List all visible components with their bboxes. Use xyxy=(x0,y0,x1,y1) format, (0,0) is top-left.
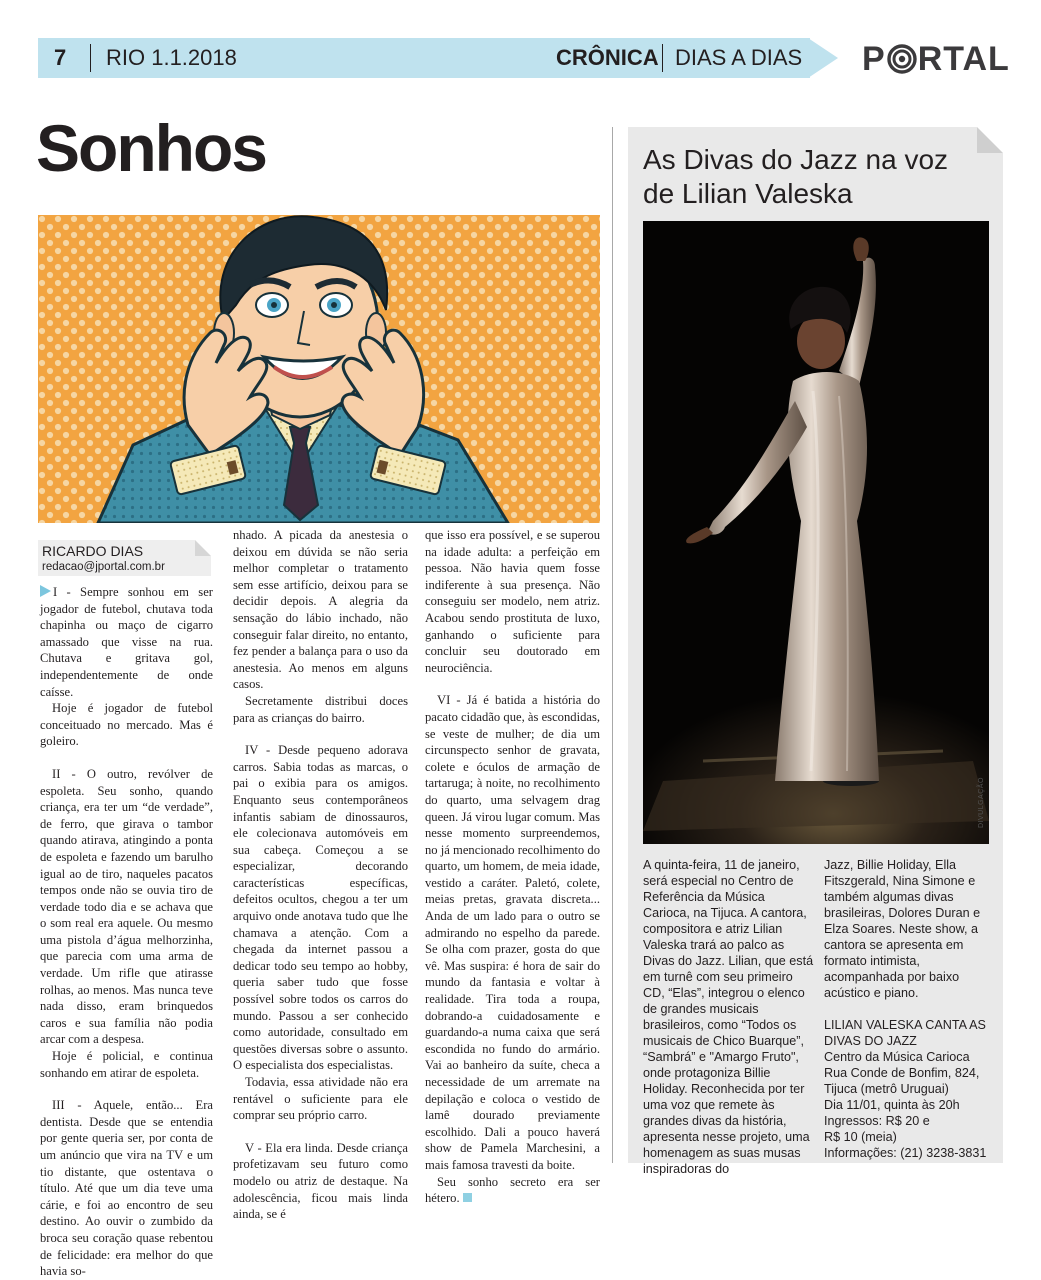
event-tickets-full: Ingressos: R$ 20 e xyxy=(824,1114,930,1128)
event-venue: Centro da Música Carioca xyxy=(824,1050,970,1064)
article-illustration xyxy=(38,215,600,523)
paragraph xyxy=(425,1174,600,1207)
header-divider xyxy=(662,44,663,72)
sidebar-title: As Divas do Jazz na voz de Lilian Valeska xyxy=(643,144,949,209)
portal-logo[interactable] xyxy=(862,38,1010,80)
article-column-1 xyxy=(40,584,213,1280)
event-neighborhood: Tijuca (metrô Uruguai) xyxy=(824,1082,949,1096)
paragraph: Todavia, essa atividade não era rentável o suficiente para ele comprar seu próprio carro. xyxy=(233,1075,408,1123)
paragraph: que isso era possível, e se superou na idade adulta: a perfeição em pessoa. Não havia quem fosse indiferente à sua presença. Não conseguiu ser modelo, nem atriz. Acabou sendo prostituta de luxo, ganhando o suficiente para concluir seu doutorado em neurociência. xyxy=(425,528,600,675)
byline-corner-fold xyxy=(195,540,211,556)
paragraph: VI - Já é batida a história do pacato cidadão que, às escondidas, se veste de mulher; de dia um circunspecto senhor de gravata, colete e óculos de armação de tartaruga; à noite, no recolhimento do quarto, uma selvagem drag queen. Já virou lugar comum. Mas nesse momento surpreendemos, no já mencionado recolhimento do quarto, um homem, de meia idade, vestido a caráter. Paletó, colete, meias pretas, gravata discreta... Anda de um lado para o outro se admirando no espelho da parede. Se olha com prazer, gosta do que vê. Mas suspira: é hora de sair do mundo da fantasia e voltar à realidade. Tira toda a roupa, dobrando-a cuidadosamente e guardando-a numa caixa que será escondida no fundo do armário. Vai ao banheiro da suíte, checa a necessidade de um arremate na depilação e coloca o vestido de lamê dourado previamente escolhido. Dali a pouco haverá show de Pamela Marchesini, a mais famosa travesti da boite. xyxy=(425,693,600,1172)
paragraph: nhado. A picada da anestesia o deixou em dúvida se não seria melhor completar o tratamento sem esse artifício, deixou para se decidir depois. A alegria da sensação do lábio inchado, não conseguir falar direito, no entanto, fez pender a balança para o uso da anestesia. Ao menos em alguns casos. xyxy=(233,528,408,692)
paragraph: Hoje é jogador de futebol conceituado no mercado. Mas é goleiro. xyxy=(40,701,213,749)
header-divider xyxy=(90,44,91,72)
edition-date: RIO 1.1.2018 xyxy=(106,45,237,70)
end-of-article-mark xyxy=(463,1193,472,1202)
author-name: RICARDO DIAS xyxy=(42,543,144,559)
singer-on-stage-image xyxy=(643,221,989,844)
column-divider xyxy=(612,127,613,1163)
section-subtitle: DIAS A DIAS xyxy=(675,45,803,70)
event-tickets-half: R$ 10 (meia) xyxy=(824,1130,897,1144)
sidebar-column-2 xyxy=(824,857,992,1161)
paragraph: V - Ela era linda. Desde criança profetizavam seu futuro como modelo ou atriz de destaque. Na adolescência, ficou mais linda ainda, se é xyxy=(233,1140,408,1222)
paragraph: Secretamente distribui doces para as crianças do bairro. xyxy=(233,693,408,725)
photo-credit: DIVULGAÇÃO xyxy=(978,777,985,828)
singer-photo xyxy=(643,221,989,844)
sidebar-column-1 xyxy=(643,857,815,1177)
triangle-bullet-icon xyxy=(40,585,51,597)
event-name: LILIAN VALESKA CANTA AS DIVAS DO JAZZ xyxy=(824,1018,986,1048)
paragraph: III - Aquele, então... Era dentista. Desde que se entendia por gente queria ser, por conta de um anúncio que vira na TV e um tio distante, que ostentava o título. Até que um dia teve uma cárie, e foi ao encontro de seu destino. Ao ouvir o zumbido da broca seu coração quase rebentou de felicidade: era melhor do que havia so- xyxy=(40,1098,213,1279)
sidebar-corner-fold xyxy=(977,127,1003,153)
paragraph-text: I - Sempre sonhou em ser jogador de futebol, chutava toda chapinha ou maço de cigarro amassado que visse na rua. Chutava e gritava gol, independentemente de onde caísse. xyxy=(40,585,213,699)
paragraph: II - O outro, revólver de espoleta. Seu sonho, quando criança, era ter um “de verdade”, de ferro, que girava o tambor quando atirava, atingindo a ponta de espoleta e fazendo um barulho igual ao de tiro, naqueles pacatos tempos onde não se ouvia tiro de verdade todo dia e se achava que o som real era aquele. Ou mesmo uma pistola d’água melhorzinha, que parecia com uma arma de verdade. Um rifle que atirasse rolhas, ao menos. Mas nunca teve nada disso, eram brinquedos caros e sua família não podia arcar com a despesa. xyxy=(40,766,213,1047)
logo-letter-p: P xyxy=(862,40,886,78)
logo-swirl-icon xyxy=(887,44,917,74)
paragraph: Hoje é policial, e continua sonhando em atirar de espoleta. xyxy=(40,1049,213,1080)
sidebar-paragraph: Jazz, Billie Holiday, Ella Fitszgerald, Nina Simone e também algumas divas brasileiras, Dolores Duran e Elza Soares. Neste show, a cantora se apresenta em formato intimista, acompanhada por baixo acústico e piano. xyxy=(824,858,981,1000)
article-title: Sonhos xyxy=(36,111,266,185)
section-name: CRÔNICA xyxy=(556,45,659,70)
closing-line: Seu sonho secreto era ser hétero. xyxy=(425,1174,600,1206)
paragraph xyxy=(40,584,213,700)
author-email[interactable]: redacao@jportal.com.br xyxy=(42,561,165,573)
paragraph: IV - Desde pequeno adorava carros. Sabia todas as marcas, o pai o exibia para os amigos. Enquanto seus contemporâneos infantis sabiam de dinossauros, ele colecionava automóveis em sua cabeça. Começou a se especializar, decorando características específicas, defeitos ocultos, chegou a ter um arquivo onde anotava tudo que lhe chamava a atenção. Com a chegada da internet passou a dedicar todo seu tempo ao hobby, queria saber tudo que fosse possível sobre todos os carros do mundo. Passou a ser conhecido como autoridade, consultado em questões diversas sobre o assunto. O especialista dos especialistas. xyxy=(233,743,408,1073)
article-column-2 xyxy=(233,527,408,1223)
header-arrow xyxy=(808,38,838,78)
pop-art-man-illustration xyxy=(38,215,600,523)
article-column-3 xyxy=(425,527,600,1207)
page-number: 7 xyxy=(54,45,67,70)
event-info-phone[interactable]: Informações: (21) 3238-3831 xyxy=(824,1146,987,1160)
logo-letters-rtal: RTAL xyxy=(917,40,1010,78)
event-address: Rua Conde de Bonfim, 824, xyxy=(824,1066,980,1080)
event-datetime: Dia 11/01, quinta às 20h xyxy=(824,1098,960,1112)
sidebar-paragraph: A quinta-feira, 11 de janeiro, será especial no Centro de Referência da Música Carioca, na Tijuca. A cantora, compositora e atriz Lilian Valeska trará ao palco as Divas do Jazz. Lilian, que está em turnê com seu primeiro CD, “Elas”, integrou o elenco de grandes musicais brasileiros, como “Todos os musicais de Chico Buarque”, “Sambrá” e "Amargo Fruto", onde protagoniza Billie Holiday. Reconhecida por ter uma voz que remete às grandes divas da história, apresenta nesse projeto, uma homenagem as suas musas inspiradoras do xyxy=(643,858,814,1176)
